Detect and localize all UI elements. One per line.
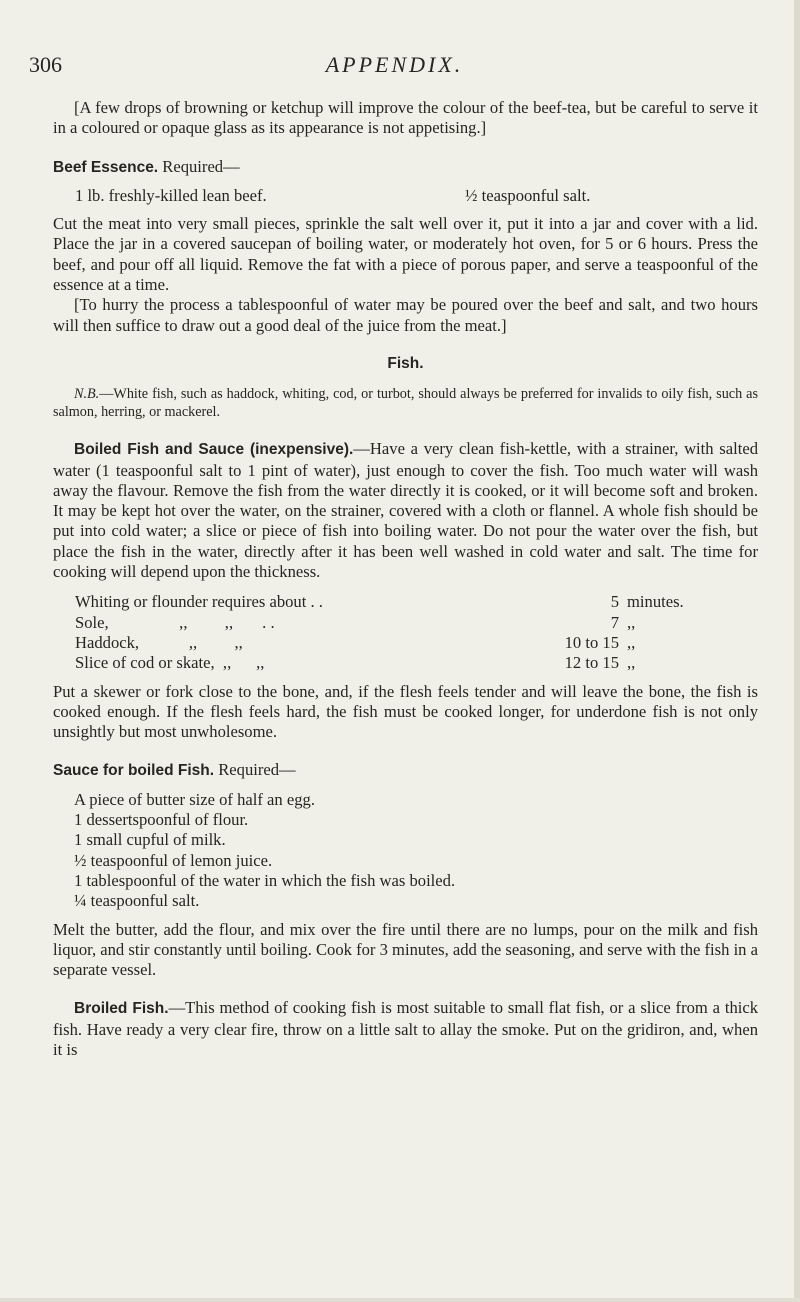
ingredient-item: ½ teaspoonful salt. (465, 185, 591, 205)
list-item: 1 tablespoonful of the water in which the fish was boiled. (74, 870, 456, 890)
fish-heading: Fish. (387, 354, 424, 372)
page-number: 306 (29, 52, 62, 77)
time-value: 7 (610, 612, 619, 632)
nb-label: N.B. (74, 386, 100, 403)
boiled-fish-after: Put a skewer or fork close to the bone, and, if the flesh feels tender and will leave the bone, the fish is cooked enough. If the flesh feels hard, the fish must be cooked longer, for underdone fish is not only unsightly but most unwholesome. (53, 681, 758, 742)
table-row (75, 633, 758, 653)
sauce-ingredients (53, 790, 758, 912)
time-desc: Sole, ,, ,, . . (75, 612, 275, 632)
time-value: 10 to 15 (564, 632, 619, 652)
time-unit: ,, (627, 653, 636, 673)
page-edge-shadow (794, 0, 800, 1302)
time-value: 5 (610, 592, 619, 612)
time-unit: minutes. (627, 592, 684, 612)
running-title: APPENDIX. (325, 52, 464, 77)
broiled-fish-text: —This method of cooking fish is most suitable to small flat fish, or a slice from a thick fish. Have ready a very clear fire, throw on a little salt to allay the smoke. Put on the gridiron, and, when it is (53, 998, 759, 1059)
boiled-fish-text: —Have a very clean fish-kettle, with a strainer, with salted water (1 teaspoonful salt to 1 pint of water), just enough to cover the fish. Too much water will wash away the flavour. Remove the fish from the water directly it is cooked, or it will become soft and broken. It may be kept hot over the water, on the strainer, covered with a cloth or flannel. A whole fish should be put into cold water; a slice or piece of fish into boiling water. Do not pour the water over the fish, but place the fish in the water, directly after it has been well washed in cold water and salt. The time for cooking will depend upon the thickness. (53, 439, 758, 582)
list-item: ¼ teaspoonful salt. (74, 891, 200, 911)
sauce-method: Melt the butter, add the flour, and mix over the fire until there are no lumps, pour on the milk and fish liquor, and stir constantly until boiling. Cook for 3 minutes, add the seasoning, and serve with the fish in a separate vessel. (53, 919, 758, 980)
beef-essence-method: Cut the meat into very small pieces, sprinkle the salt well over it, put it into a jar and cover with a lid. Place the jar in a covered saucepan of boiling water, or moderately hot oven, for 5 or 6 hours. Press the beef, and pour off all liquid. Remove the fat with a piece of porous paper, and serve a teaspoonful of the essence at a time. (53, 214, 758, 295)
running-head (29, 52, 760, 80)
beef-essence-title: Beef Essence. (53, 158, 159, 176)
time-desc: Slice of cod or skate, ,, ,, (75, 653, 265, 673)
page-bottom-edge (0, 1298, 800, 1302)
beef-essence-heading (53, 157, 758, 178)
boiled-fish-paragraph (53, 439, 758, 582)
beef-tea-note: [A few drops of browning or ketchup will improve the colour of the beef-tea, but be careful to serve it in a coloured or opaque glass as its appearance is not appetising.] (53, 98, 758, 138)
boiled-fish-title: Boiled Fish and Sauce (inexpensive). (74, 441, 354, 459)
time-unit: ,, (627, 612, 636, 632)
time-desc: Haddock, ,, ,, (75, 632, 243, 652)
broiled-fish-paragraph (53, 998, 758, 1060)
time-value: 12 to 15 (564, 653, 619, 673)
list-item: 1 dessertspoonful of flour. (74, 810, 249, 830)
beef-essence-note: [To hurry the process a tablespoonful of water may be poured over the beef and salt, and two hours will then suffice to draw out a good deal of the juice from the meat.] (53, 295, 758, 335)
page-body (53, 98, 758, 1060)
cooking-times-table (53, 592, 758, 673)
beef-essence-ingredients (53, 186, 758, 206)
list-item: A piece of butter size of half an egg. (74, 789, 315, 809)
ingredient-item: 1 lb. freshly-killed lean beef. (75, 185, 267, 205)
table-row (75, 653, 758, 673)
table-row (75, 613, 758, 633)
sauce-title: Sauce for boiled Fish. (53, 762, 215, 780)
broiled-fish-title: Broiled Fish. (74, 1000, 169, 1018)
nb-text: —White fish, such as haddock, whiting, cod, or turbot, should always be preferred for invalids to oily fish, such as salmon, herring, or mackerel. (53, 386, 758, 420)
sauce-heading (53, 760, 758, 781)
list-item: ½ teaspoonful of lemon juice. (74, 850, 273, 870)
sauce-required: Required— (218, 760, 296, 780)
table-row (75, 592, 758, 612)
time-unit: ,, (627, 632, 636, 652)
beef-essence-required: Required— (162, 156, 240, 176)
list-item: 1 small cupful of milk. (74, 830, 226, 850)
fish-note (53, 386, 758, 421)
time-desc: Whiting or flounder requires about . . (75, 592, 323, 612)
